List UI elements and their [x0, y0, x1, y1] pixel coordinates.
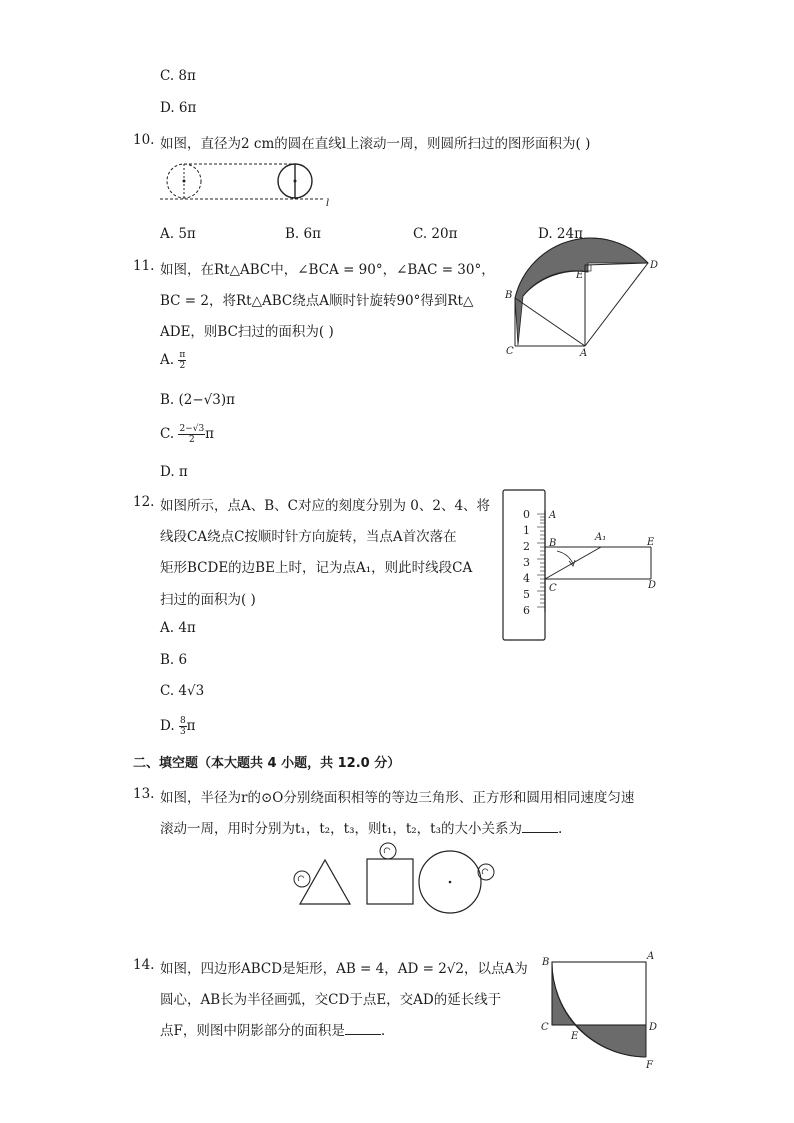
q13-stem-line2: 滚动一周，用时分别为t₁，t₂，t₃，则t₁，t₂，t₃的大小关系为 . [160, 821, 563, 837]
q12-tick-6: 6 [523, 604, 530, 617]
q11-label-d: D [650, 260, 659, 271]
q11-option-a: A. $\frac{\pi}{2}$ [160, 350, 186, 371]
q11-option-c: C. $\frac{2-√3}{2}$ π [160, 424, 215, 445]
q12-label-d: D [648, 580, 657, 591]
q14-label-d: D [649, 1022, 658, 1033]
q9-option-d: D. 6π [160, 100, 197, 116]
q11-figure [503, 250, 663, 362]
q13-stem-line1: 如图，半径为r的⊙O分别绕面积相等的等边三角形、正方形和圆用相同速度匀速 [160, 790, 635, 806]
q12-label-c: C [549, 583, 557, 594]
q12-figure [503, 488, 668, 643]
q10-option-a: A. 5π [160, 226, 196, 242]
q11-label-b: B [505, 290, 513, 301]
q12-tick-2: 2 [523, 540, 530, 553]
q13-answer-blank[interactable] [522, 820, 558, 833]
q11-stem-line1: 如图，在Rt△ABC中，∠BCA = 90°，∠BAC = 30°， [160, 262, 495, 278]
q12-label-a: A [549, 510, 557, 521]
q10-stem: 如图，直径为2 cm的圆在直线l上滚动一周，则圆所扫过的图形面积为( ) [160, 136, 591, 152]
q12-tick-1: 1 [523, 524, 530, 537]
q14-label-c: C [541, 1022, 549, 1033]
q12-stem-line3: 矩形BCDE的边BE上时，记为点A₁，则此时线段CA [160, 560, 473, 576]
q12-tick-4: 4 [523, 572, 530, 585]
q12-tick-3: 3 [523, 556, 530, 569]
q11-number: 11. [133, 258, 155, 274]
q13-figure [288, 845, 508, 915]
q11-option-b: B. (2−√3)π [160, 392, 236, 408]
q14-stem-line2: 圆心，AB长为半径画弧，交CD于点E，交AD的延长线于 [160, 992, 502, 1008]
q10-figure [160, 158, 340, 208]
q10-option-c: C. 20π [413, 226, 458, 242]
q10-option-d: D. 24π [538, 226, 583, 242]
q12-label-e: E [647, 537, 655, 548]
q12-number: 12. [133, 494, 155, 510]
section-2-title: 二、填空题（本大题共 4 小题，共 12.0 分） [133, 756, 401, 771]
q12-label-b: B [549, 538, 557, 549]
q14-stem-line3: 点F，则图中阴影部分的面积是 . [160, 1023, 386, 1039]
q14-label-a: A [647, 951, 655, 962]
q10-number: 10. [133, 132, 155, 148]
q12-option-a: A. 4π [160, 620, 196, 636]
q11-label-e: E [576, 270, 584, 281]
q14-figure [538, 950, 663, 1070]
q14-answer-blank[interactable] [345, 1022, 381, 1035]
q11-label-c: C [506, 346, 514, 357]
q14-label-e: E [571, 1031, 579, 1042]
q14-label-b: B [542, 957, 550, 968]
q12-option-c: C. 4√3 [160, 683, 205, 699]
q11-label-a: A [580, 348, 588, 359]
q12-stem-line2: 线段CA绕点C按顺时针方向旋转，当点A首次落在 [160, 529, 457, 545]
q11-option-d: D. π [160, 464, 188, 480]
q12-stem-line4: 扫过的面积为( ) [160, 592, 256, 608]
q13-number: 13. [133, 786, 155, 802]
q12-tick-0: 0 [523, 508, 530, 521]
q14-number: 14. [133, 957, 155, 973]
q12-tick-5: 5 [523, 588, 530, 601]
q11-stem-line2: BC = 2，将Rt△ABC绕点A顺时针旋转90°得到Rt△ [160, 293, 474, 309]
q12-label-a1: A₁ [595, 532, 607, 543]
q14-stem-line1: 如图，四边形ABCD是矩形，AB = 4，AD = 2√2，以点A为 [160, 961, 528, 977]
q10-option-b: B. 6π [285, 226, 321, 242]
q11-stem-line3: ADE，则BC扫过的面积为( ) [160, 324, 334, 340]
q14-label-f: F [646, 1060, 653, 1071]
q10-line-label: l [326, 198, 330, 209]
q9-option-c: C. 8π [160, 68, 196, 84]
q12-option-b: B. 6 [160, 652, 188, 668]
q12-option-d: D. $\frac{8}{3}$ π [160, 716, 196, 737]
q12-stem-line1: 如图所示，点A、B、C对应的刻度分别为 0、2、4、将 [160, 498, 491, 514]
